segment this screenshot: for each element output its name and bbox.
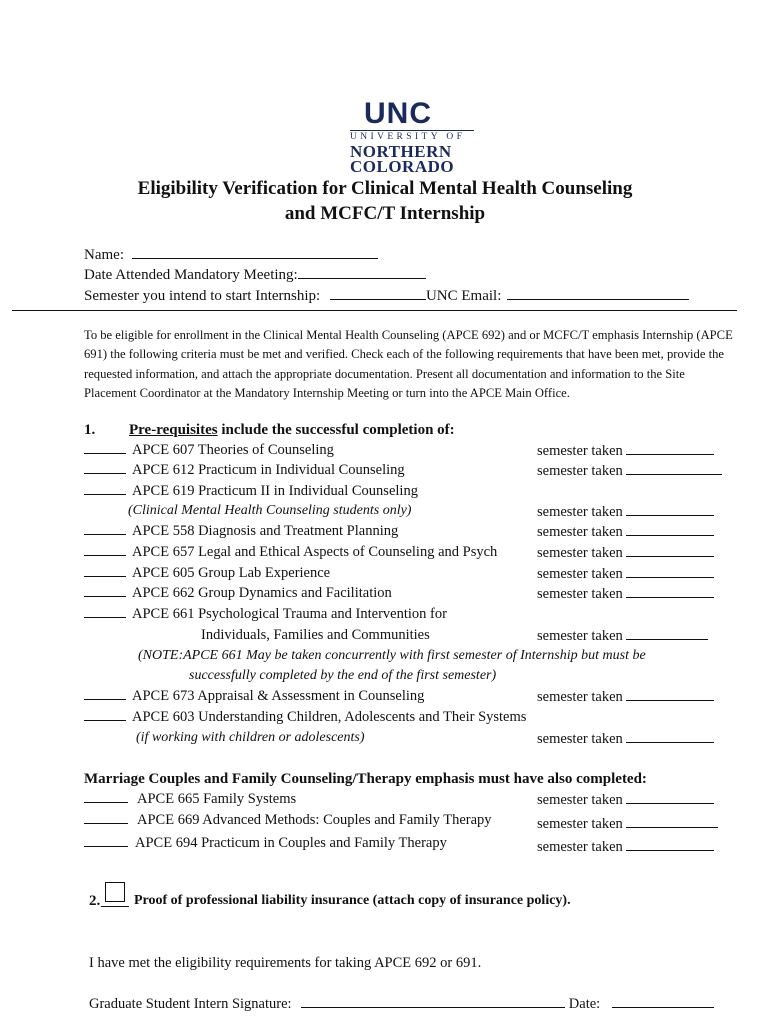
name-label: Name: [84, 247, 124, 263]
course-label-558: APCE 558 Diagnosis and Treatment Planning [132, 523, 399, 539]
check-blank-558[interactable] [84, 523, 126, 535]
signature-row [89, 995, 714, 1013]
course-label-603: APCE 603 Understanding Children, Adolescents and Their Systems [132, 709, 527, 725]
intro-paragraph: To be eligible for enrollment in the Clinical Mental Health Counseling (APCE 692) and or MCFC/T emphasis Internship (APCE 691) the following criteria must be met and verified. Check each of the following requirements that have been met, provide the requested information, and attach the appropriate documentation. Present all documentation and information to the Site Placement Coordinator at the Mandatory Internship Meeting or turn into the APCE Main Office. [84, 328, 733, 400]
semester-taken-603: semester taken [537, 730, 714, 748]
check-blank-669[interactable] [84, 812, 128, 824]
course-label-665: APCE 665 Family Systems [137, 791, 297, 807]
semester-taken-607: semester taken [537, 442, 714, 460]
course-label-612: APCE 612 Practicum in Individual Counseling [132, 462, 405, 478]
course-row-673 [84, 688, 424, 705]
note-661-line2: successfully completed by the end of the first semester) [189, 668, 497, 683]
date-label: Date: [568, 996, 601, 1012]
semester-start-input-line[interactable] [330, 287, 426, 300]
signature-input-line[interactable] [301, 995, 565, 1008]
semester-taken-605: semester taken [537, 565, 714, 583]
course-row-665 [84, 791, 296, 808]
check-blank-619[interactable] [84, 483, 126, 495]
course-row-694 [84, 835, 447, 852]
course-row-661 [84, 606, 447, 623]
semester-taken-673: semester taken [537, 688, 714, 706]
unc-logo-wordmark: UNC [364, 97, 432, 130]
check-blank-694[interactable] [84, 835, 128, 847]
section1-heading-underlined: Pre-requisites [129, 422, 218, 438]
course-label-661: APCE 661 Psychological Trauma and Intervention for [132, 606, 447, 622]
section1-heading [129, 422, 455, 439]
name-input-line[interactable] [132, 246, 378, 259]
date-input-line[interactable] [612, 995, 714, 1008]
semester-input-605[interactable] [626, 565, 714, 578]
check-blank-657[interactable] [84, 544, 126, 556]
course-row-558 [84, 523, 398, 540]
semester-input-558[interactable] [626, 523, 714, 536]
semester-taken-661: semester taken [537, 627, 708, 645]
semester-input-673[interactable] [626, 688, 714, 701]
check-blank-612[interactable] [84, 462, 126, 474]
semester-taken-657: semester taken [537, 544, 714, 562]
check-blank-603[interactable] [84, 709, 126, 721]
header-divider [12, 310, 737, 311]
semester-taken-669: semester taken [537, 815, 718, 833]
section1-heading-rest: include the successful completion of: [217, 422, 455, 438]
logo-divider [350, 130, 474, 131]
semester-taken-612: semester taken [537, 462, 722, 480]
course-row-657 [84, 544, 497, 561]
course-label-605: APCE 605 Group Lab Experience [132, 565, 331, 581]
page-title-line1: Eligibility Verification for Clinical Mental Health Counseling [137, 178, 633, 199]
date-attended-row [84, 266, 426, 284]
semester-input-619[interactable] [626, 503, 714, 516]
course-label-662: APCE 662 Group Dynamics and Facilitation [132, 585, 392, 601]
course-label-607: APCE 607 Theories of Counseling [132, 442, 334, 458]
course-row-605 [84, 565, 330, 582]
semester-input-694[interactable] [626, 838, 714, 851]
logo-colorado: COLORADO [350, 157, 455, 176]
date-attended-label: Date Attended Mandatory Meeting: [84, 267, 298, 283]
semester-taken-665: semester taken [537, 791, 714, 809]
course-label-669: APCE 669 Advanced Methods: Couples and Family Therapy [137, 812, 492, 828]
section2-text: Proof of professional liability insurance (attach copy of insurance policy). [134, 893, 571, 908]
semester-input-607[interactable] [626, 442, 714, 455]
course-label-657: APCE 657 Legal and Ethical Aspects of Counseling and Psych [132, 544, 498, 560]
check-blank-673[interactable] [84, 688, 126, 700]
section1-number: 1. [84, 422, 96, 438]
note-661-line1: (NOTE:APCE 661 May be taken concurrently with first semester of Internship but must be [138, 648, 646, 663]
semester-input-612[interactable] [626, 462, 722, 475]
unc-email-label: UNC Email: [425, 288, 502, 304]
check-blank-605[interactable] [84, 565, 126, 577]
course-603-note: (if working with children or adolescents) [136, 730, 365, 745]
section2-number: 2. [89, 893, 101, 909]
semester-input-669[interactable] [626, 815, 718, 828]
eligibility-statement: I have met the eligibility requirements for taking APCE 692 or 691. [89, 955, 482, 971]
course-label-673: APCE 673 Appraisal & Assessment in Counseling [132, 688, 425, 704]
course-row-603 [84, 709, 526, 726]
semester-input-657[interactable] [626, 544, 714, 557]
semester-input-665[interactable] [626, 791, 714, 804]
insurance-checkbox[interactable] [105, 882, 125, 902]
semester-input-661[interactable] [626, 627, 708, 640]
semester-start-row [84, 287, 689, 305]
check-blank-662[interactable] [84, 585, 126, 597]
semester-start-label: Semester you intend to start Internship: [84, 288, 321, 304]
mcfct-heading: Marriage Couples and Family Counseling/Therapy emphasis must have also completed: [84, 771, 647, 787]
semester-input-662[interactable] [626, 585, 714, 598]
check-blank-607[interactable] [84, 442, 126, 454]
course-661-line2: Individuals, Families and Communities [201, 627, 430, 643]
course-row-669 [84, 812, 492, 829]
section2-blank-line [101, 906, 129, 907]
course-row-612 [84, 462, 405, 479]
semester-taken-558: semester taken [537, 523, 714, 541]
page-title-line2: and MCFC/T Internship [284, 203, 486, 224]
logo-university-of: UNIVERSITY OF [350, 132, 466, 142]
logo-northern: NORTHERN [350, 142, 452, 161]
course-label-694: APCE 694 Practicum in Couples and Family Therapy [135, 835, 447, 851]
name-field-row [84, 246, 378, 264]
course-row-607 [84, 442, 334, 459]
semester-input-603[interactable] [626, 730, 714, 743]
date-attended-input-line[interactable] [298, 266, 426, 279]
course-label-619: APCE 619 Practicum II in Individual Counseling [132, 483, 418, 499]
semester-taken-694: semester taken [537, 838, 714, 856]
check-blank-661[interactable] [84, 606, 126, 618]
semester-taken-662: semester taken [537, 585, 714, 603]
course-row-662 [84, 585, 392, 602]
check-blank-665[interactable] [84, 791, 128, 803]
semester-taken-619: semester taken [537, 503, 714, 521]
course-619-note: (Clinical Mental Health Counseling students only) [128, 503, 412, 518]
course-row-619 [84, 483, 418, 500]
signature-label: Graduate Student Intern Signature: [89, 996, 292, 1012]
unc-email-input-line[interactable] [507, 287, 689, 300]
